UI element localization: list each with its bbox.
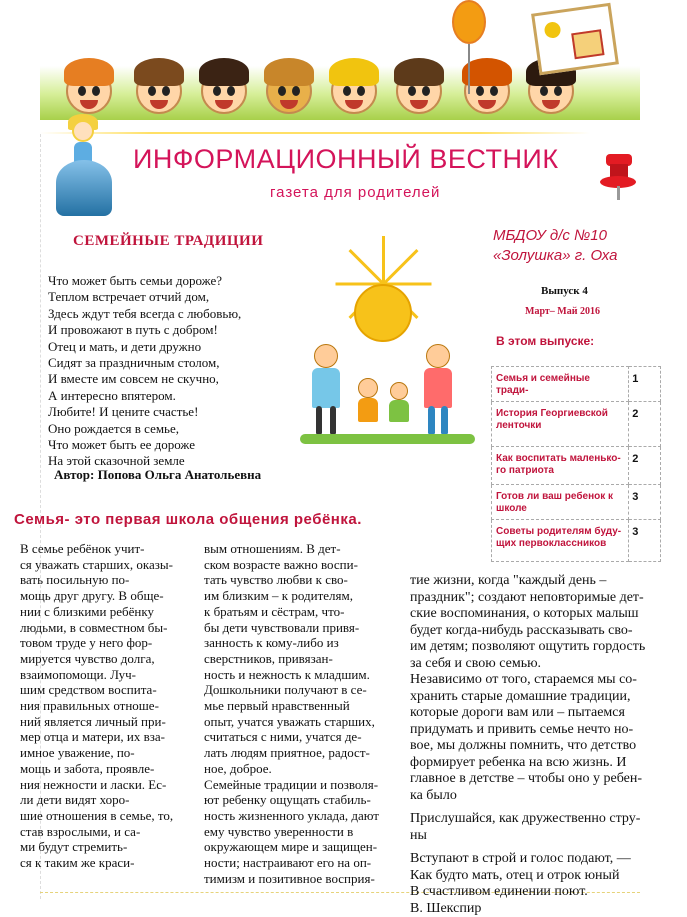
quote-line: Вступают в строй и голос подают, — [410,851,650,868]
article-column-2 [204,541,400,886]
princess-icon [52,114,116,218]
quote-line: В счастливом единении поют. [410,884,650,901]
article-line: ния нежности и ласки. Ес- [20,777,196,793]
poem [48,273,241,470]
child-figure [325,50,383,126]
article-line: им детям; позволяют ощутить гордость [410,639,650,656]
children-banner-illustration [40,0,640,120]
toc-heading: В этом выпуске: [496,334,594,348]
article-line: ка было [410,788,650,805]
article-line: имное уважение, по- [20,745,196,761]
child-drawing-icon [531,3,619,76]
article-line: В семье ребёнок учит- [20,541,196,557]
school-info [493,226,617,266]
article-line: Семейные традиции и позволя- [204,777,400,793]
article-line: ния правильных отноше- [20,698,196,714]
article-line: за себя и свою семью. [410,656,650,673]
article-line: придумать и привить семье нечто но- [410,722,650,739]
toc-page: 2 [629,447,661,485]
sun-family-illustration [300,268,475,448]
article-line: ют ребенку ощущать стабиль- [204,792,400,808]
child-figure [390,50,448,126]
toc-title[interactable]: Семья и семейные тради- [492,367,629,402]
article-line: ность жизненного уклада, дают [204,808,400,824]
article-line: ности; настраивают его на оп- [204,855,400,871]
article-line: лать людям приятное, радост- [204,745,400,761]
article-line: тать чувство любви к сво- [204,572,400,588]
article-line: главное в детстве – чтобы оно у ребен- [410,771,650,788]
child-figure [458,50,516,126]
divider [40,132,590,134]
issue-number: Выпуск 4 [541,285,588,297]
article-line: мье первый нравственный [204,698,400,714]
toc-title[interactable]: Готов ли ваш ребенок к школе [492,485,629,520]
quote-line: ны [410,828,650,845]
poem-line: Теплом встречает отчий дом, [48,289,241,305]
toc-page: 3 [629,485,661,520]
toc-page: 1 [629,367,661,402]
newsletter-title: ИНФОРМАЦИОННЫЙ ВЕСТНИК [133,144,593,175]
article-line: вое, мы должны помнить, что детство [410,738,650,755]
toc-row[interactable] [492,402,661,447]
article-line: ские воспоминания, о которых малыш [410,606,650,623]
toc-row[interactable] [492,447,661,485]
newsletter-subtitle: газета для родителей [270,184,440,201]
quote-author: В. Шекспир [410,901,650,917]
article-line: шие отношения в семье, то, [20,808,196,824]
article-line: ся к таким же краси- [20,855,196,871]
article-line: бы дети чувствовали привя- [204,620,400,636]
poem-author: Автор: Попова Ольга Анатольевна [54,467,261,483]
poem-line: И вместе им совсем не скучно, [48,371,241,387]
sun-icon [354,284,412,342]
article-line: ском возрасте важно воспи- [204,557,400,573]
article-column-1 [20,541,196,871]
poem-line: Оно рождается в семье, [48,421,241,437]
poem-line: А интересно впятером. [48,388,241,404]
article-line: шим средством воспита- [20,682,196,698]
article-line: ность и нежность к младшим. [204,667,400,683]
poem-line: Отец и мать, и дети дружно [48,339,241,355]
child-figure [130,50,188,126]
article-line: окружающем мире и защищен- [204,839,400,855]
article-line: ему чувство уверенности в [204,824,400,840]
toc-row[interactable] [492,520,661,562]
section-title: СЕМЕЙНЫЕ ТРАДИЦИИ [73,233,263,250]
article-line: будет когда-нибудь рассказывать сво- [410,623,650,640]
toc-row[interactable] [492,367,661,402]
article-line: став взрослыми, и са- [20,824,196,840]
toc-title[interactable]: Как воспитать маленько-го патриота [492,447,629,485]
article-line: мощь друг другу. В обще- [20,588,196,604]
article-line: сверстников, привязан- [204,651,400,667]
article-line: ся уважать старших, оказы- [20,557,196,573]
article-line: тие жизни, когда "каждый день – [410,573,650,590]
article-line: мощь и забота, проявле- [20,761,196,777]
school-location: «Золушка» г. Оха [493,246,617,266]
toc-row[interactable] [492,485,661,520]
article-line: ли дети видят хоро- [20,792,196,808]
article-line: вым отношениям. В дет- [204,541,400,557]
article-line: мер отца и матери, их вза- [20,729,196,745]
article-line: опыт, учатся уважать старших, [204,714,400,730]
issue-date: Март– Май 2016 [525,306,600,317]
article-line: взаимопомощи. Луч- [20,667,196,683]
article-line: ми будут стремить- [20,839,196,855]
article-line: ное, доброе. [204,761,400,777]
poem-line: На этой сказочной земле [48,453,241,469]
poem-line: Что может быть семьи дороже? [48,273,241,289]
article-headline: Семья- это первая школа общения ребёнка. [14,511,362,528]
article-line: Дошкольники получают в се- [204,682,400,698]
article-line: товом труде у него фор- [20,635,196,651]
article-line: праздник"; создают неповторимые дет- [410,590,650,607]
article-line: ний является личный при- [20,714,196,730]
article-column-3 [410,573,650,917]
balloon-icon [452,0,486,44]
table-of-contents [491,366,661,562]
article-line: им близким – к родителям, [204,588,400,604]
poem-line: Здесь ждут тебя всегда с любовью, [48,306,241,322]
toc-page: 3 [629,520,661,562]
toc-title[interactable]: История Георгиевской ленточки [492,402,629,447]
toc-title[interactable]: Советы родителям буду-щих первоклассников [492,520,629,562]
article-line: вать посильную по- [20,572,196,588]
quote-line: Как будто мать, отец и отрок юный [410,868,650,885]
article-line: к братьям и сёстрам, что- [204,604,400,620]
article-line: считаться с ними, учатся де- [204,729,400,745]
school-name: МБДОУ д/с №10 [493,226,617,246]
quote-line: Прислушайся, как дружественно стру- [410,811,650,828]
article-line: тимизм и позитивное восприя- [204,871,400,887]
child-figure [260,50,318,126]
article-line: которые дороги вам или – пытаемся [410,705,650,722]
article-line: нии с близкими ребёнку [20,604,196,620]
poem-line: Что может быть ее дороже [48,437,241,453]
child-figure [195,50,253,126]
article-line: занность к кому-либо из [204,635,400,651]
article-line: Независимо от того, стараемся мы со- [410,672,650,689]
toc-page: 2 [629,402,661,447]
poem-line: И провожают в путь с добром! [48,322,241,338]
poem-line: Сидят за праздничным столом, [48,355,241,371]
article-line: мируется чувство долга, [20,651,196,667]
poem-line: Любите! И цените счастье! [48,404,241,420]
article-line: хранить старые домашние традиции, [410,689,650,706]
article-line: людьми, в совместном бы- [20,620,196,636]
article-line: формирует ребенка на всю жизнь. И [410,755,650,772]
push-pin-icon [596,152,640,200]
